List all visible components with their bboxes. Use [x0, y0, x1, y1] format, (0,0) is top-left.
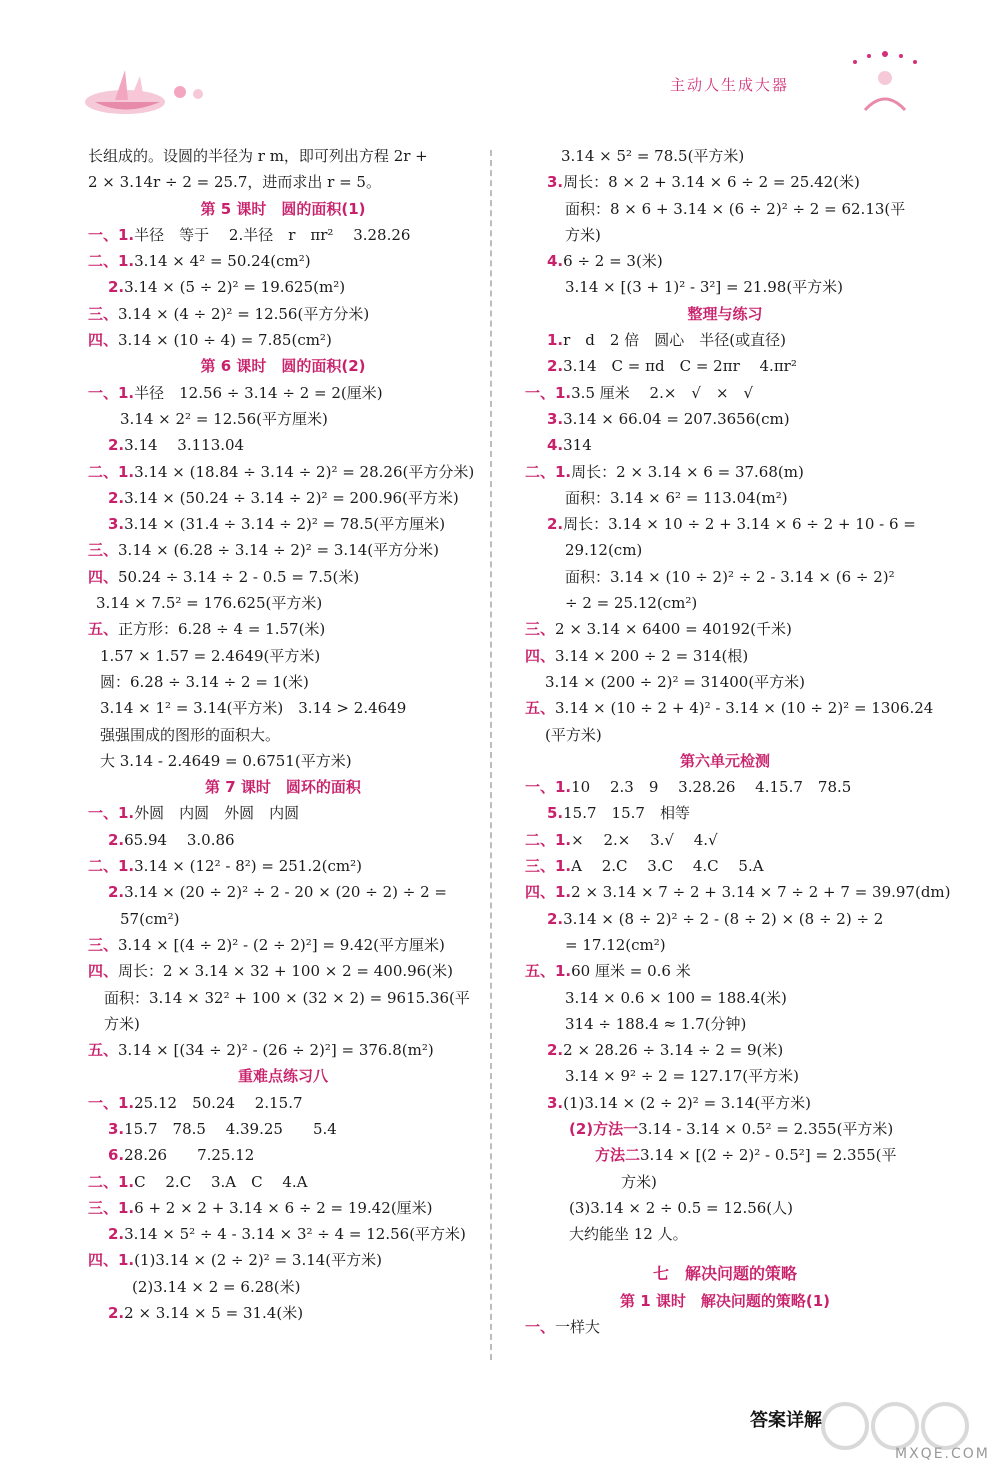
answer-text: 15.7 15.7 相等	[563, 804, 690, 823]
answer-text: 3.14 × (10 ÷ 4) = 7.85(cm²)	[118, 331, 332, 350]
answer-text: (3)3.14 × 2 ÷ 0.5 = 12.56(人)	[569, 1198, 794, 1217]
answer-line	[525, 1195, 925, 1221]
question-number: 四、1.	[525, 883, 572, 902]
answer-line	[525, 722, 925, 748]
answer-text: C 2.C 3.A C 4.A	[134, 1172, 308, 1191]
question-number: 一、1.	[88, 1093, 135, 1112]
answer-text: 周长：8 × 2 + 3.14 × 6 ÷ 2 = 25.42(米)	[563, 173, 860, 192]
answer-text: = 17.12(cm²)	[565, 935, 666, 954]
question-number: 3.	[108, 1119, 125, 1138]
answer-text: 周长：2 × 3.14 × 32 + 100 × 2 = 400.96(米)	[118, 962, 453, 981]
answer-text: 3.14 × (18.84 ÷ 3.14 ÷ 2)² = 28.26(平方分米)	[134, 462, 475, 481]
answer-line	[88, 1142, 478, 1168]
question-number: 二、1.	[88, 1172, 135, 1191]
answer-text: 3.14 × (4 ÷ 2)² = 12.56(平方分米)	[118, 304, 370, 323]
question-number: 五、1.	[525, 962, 572, 981]
question-number: 1.	[547, 331, 564, 350]
question-number: 2.	[547, 357, 564, 376]
answer-line	[88, 248, 478, 274]
answer-line	[525, 169, 925, 195]
answer-text: 3.14 × (8 ÷ 2)² ÷ 2 - (8 ÷ 2) × (8 ÷ 2) ÷ 2	[563, 909, 884, 928]
answer-line	[88, 1247, 478, 1273]
question-number: 一、1.	[525, 778, 572, 797]
question-number: 6.	[108, 1146, 125, 1165]
answer-line	[525, 248, 925, 274]
answer-line	[88, 459, 478, 485]
answer-line	[525, 616, 925, 642]
answer-line	[525, 143, 925, 169]
page-footer	[745, 1398, 995, 1468]
answer-text: 一样大	[555, 1318, 601, 1337]
answer-line	[88, 695, 478, 721]
answer-text: 面积：8 × 6 + 3.14 × (6 ÷ 2)² ÷ 2 = 62.13(平	[565, 199, 906, 218]
column-divider	[490, 150, 492, 1360]
answer-line	[88, 274, 478, 300]
answer-text: 29.12(cm)	[565, 541, 643, 560]
question-number: 三、1.	[88, 1198, 135, 1217]
answer-text: 2 × 3.14 × 5 = 31.4(米)	[124, 1304, 304, 1323]
answer-line	[88, 879, 478, 905]
answer-text: 圆：6.28 ÷ 3.14 ÷ 2 = 1(米)	[100, 672, 309, 691]
answer-text: 3.14 × (50.24 ÷ 3.14 ÷ 2)² = 200.96(平方米)	[124, 488, 459, 507]
question-number: 二、1.	[88, 462, 135, 481]
answer-line	[525, 985, 925, 1011]
answer-text: 半径 12.56 ÷ 3.14 ÷ 2 = 2(厘米)	[134, 383, 383, 402]
unit-heading: 七 解决问题的策略	[652, 1264, 797, 1284]
answer-text: 2 × 3.14 × 7 ÷ 2 + 3.14 × 7 ÷ 2 + 7 = 39.97(dm)	[571, 883, 951, 902]
answer-line	[88, 432, 478, 458]
answer-text: 周长：3.14 × 10 ÷ 2 + 3.14 × 6 ÷ 2 + 10 - 6 =	[563, 515, 916, 534]
answer-line	[525, 879, 951, 905]
answer-line	[525, 274, 925, 300]
lesson-heading: 重难点练习八	[237, 1067, 328, 1086]
answer-text: 3.14 × 4² = 50.24(cm²)	[134, 252, 311, 271]
question-number: 三、	[88, 541, 119, 560]
answer-line	[525, 1011, 925, 1037]
question-number: 三、	[88, 935, 119, 954]
answer-text: 3.14 × 2² = 12.56(平方厘米)	[120, 409, 328, 428]
answer-text: 28.26 7.25.12	[124, 1146, 255, 1165]
answer-text: 面积：3.14 × (10 ÷ 2)² ÷ 2 - 3.14 × (6 ÷ 2)²	[565, 567, 895, 586]
question-number: 3.	[547, 173, 564, 192]
answer-text: 65.94 3.0.86	[124, 830, 235, 849]
answer-text: 强强围成的图形的面积大。	[100, 725, 281, 744]
question-number: 方法二	[595, 1146, 641, 1165]
answer-line	[525, 932, 925, 958]
answer-text: 50.24 ÷ 3.14 ÷ 2 - 0.5 = 7.5(米)	[118, 567, 360, 586]
answer-text: 3.14 × (10 ÷ 2 + 4)² - 3.14 × (10 ÷ 2)² = 1306.24	[555, 699, 934, 718]
answer-line	[525, 1142, 925, 1168]
question-number: 二、1.	[88, 857, 135, 876]
question-number: 二、1.	[525, 462, 572, 481]
answer-line	[525, 564, 925, 590]
answer-text: 面积：3.14 × 32² + 100 × (32 × 2) = 9615.36(平	[104, 988, 470, 1007]
answer-text: 正方形：6.28 ÷ 4 = 1.57(米)	[118, 620, 326, 639]
question-number: 四、	[88, 567, 119, 586]
answer-line	[88, 511, 478, 537]
question-number: 2.	[547, 909, 564, 928]
answer-text: 10 2.3 9 3.28.26 4.15.7 78.5	[571, 778, 852, 797]
answer-line	[88, 985, 478, 1011]
answer-line	[88, 327, 478, 353]
answer-text: 3.14 × 5² ÷ 4 - 3.14 × 3² ÷ 4 = 12.56(平方米)	[124, 1225, 466, 1244]
question-number: 三、	[525, 620, 556, 639]
answer-line	[88, 406, 478, 432]
answer-line	[525, 800, 925, 826]
answer-line	[88, 222, 478, 248]
answer-line	[525, 1090, 925, 1116]
answer-text: 长组成的。设圆的半径为 r m，即可列出方程 2r +	[88, 147, 428, 165]
answer-line	[525, 827, 925, 853]
answer-text: 3.14 × (20 ÷ 2)² ÷ 2 - 20 × (20 ÷ 2) ÷ 2 =	[124, 883, 447, 902]
question-number: 五、	[525, 699, 556, 718]
question-number: 3.	[108, 515, 125, 534]
answer-text: 3.14 × [(3 + 1)² - 3²] = 21.98(平方米)	[565, 278, 844, 297]
answer-line	[525, 1063, 925, 1089]
answer-text: 3.14 × [(4 ÷ 2)² - (2 ÷ 2)²] = 9.42(平方厘米)	[118, 935, 445, 954]
answer-line	[88, 643, 478, 669]
question-number: 2.	[108, 830, 125, 849]
answer-text: 3.5 厘米 2.× √ × √	[571, 383, 754, 402]
lesson-heading: 第 5 课时 圆的面积(1)	[200, 199, 366, 218]
answer-line	[525, 327, 925, 353]
answer-text: 314 ÷ 188.4 ≈ 1.7(分钟)	[565, 1014, 747, 1033]
question-number: 四、1.	[88, 1251, 135, 1270]
answer-line	[88, 1221, 478, 1247]
answer-line	[88, 564, 478, 590]
answer-text: 3.14 × (200 ÷ 2)² = 31400(平方米)	[545, 672, 806, 691]
answer-line	[88, 748, 478, 774]
question-number: 2.	[108, 278, 125, 297]
answer-line	[525, 1314, 925, 1340]
answer-line	[525, 643, 925, 669]
answer-line	[88, 616, 478, 642]
answer-line	[88, 827, 478, 853]
question-number: 一、	[525, 1318, 556, 1337]
answer-text: 外圆 内圆 外圆 内圆	[134, 804, 300, 823]
answer-text: 2 × 3.14 × 6400 = 40192(千米)	[555, 620, 792, 639]
footer-label: 答案详解	[750, 1410, 822, 1431]
answer-text: × 2.× 3.√ 4.√	[571, 830, 718, 849]
question-number: 2.	[547, 515, 564, 534]
answer-line	[88, 1116, 478, 1142]
answer-line	[525, 485, 925, 511]
answer-text: (平方米)	[545, 725, 602, 744]
left-answer-column	[88, 143, 478, 1326]
answer-text: A 2.C 3.C 4.C 5.A	[571, 857, 764, 876]
answer-line	[88, 1011, 478, 1037]
question-number: 二、1.	[525, 830, 572, 849]
answer-text: 15.7 78.5 4.39.25 5.4	[124, 1119, 337, 1138]
answer-line	[88, 143, 478, 169]
answer-line	[88, 1274, 478, 1300]
answer-text: 3.14 × 1² = 3.14(平方米) 3.14 > 2.4649	[100, 699, 407, 718]
answer-text: 方米)	[621, 1172, 657, 1191]
answer-line	[88, 669, 478, 695]
question-number: 3.	[547, 409, 564, 428]
question-number: 4.	[547, 436, 564, 455]
answer-line	[88, 853, 478, 879]
answer-text: 3.14 × 9² ÷ 2 = 127.17(平方米)	[565, 1067, 800, 1086]
answer-line	[88, 590, 478, 616]
answer-text: 57(cm²)	[120, 909, 180, 928]
answer-text: 25.12 50.24 2.15.7	[134, 1093, 303, 1112]
answer-line	[525, 406, 925, 432]
answer-line	[88, 301, 478, 327]
answer-line	[525, 459, 925, 485]
stars-logo-icon	[845, 48, 925, 118]
question-number: 三、	[88, 304, 119, 323]
answer-line	[88, 1037, 478, 1063]
answer-text: 方米)	[565, 225, 601, 244]
question-number: 一、1.	[525, 383, 572, 402]
answer-text: 3.14 × 200 ÷ 2 = 314(根)	[555, 646, 749, 665]
answer-text: 3.14 3.113.04	[124, 436, 245, 455]
answer-text: 3.14 × (12² - 8²) = 251.2(cm²)	[134, 857, 362, 876]
answer-line	[88, 906, 478, 932]
answer-line	[525, 669, 925, 695]
answer-text: 3.14 × 7.5² = 176.625(平方米)	[96, 594, 323, 613]
answer-text: 3.14 × 66.04 = 207.3656(cm)	[563, 409, 790, 428]
lesson-heading: 第 6 课时 圆的面积(2)	[200, 357, 366, 376]
answer-line	[88, 800, 478, 826]
answer-text: 大约能坐 12 人。	[569, 1225, 688, 1244]
question-number: 5.	[547, 804, 564, 823]
question-number: 四、	[88, 962, 119, 981]
answer-text: 2 × 28.26 ÷ 3.14 ÷ 2 = 9(米)	[563, 1041, 784, 1060]
answer-line	[525, 222, 925, 248]
question-number: 五、	[88, 620, 119, 639]
question-number: 2.	[108, 883, 125, 902]
lesson-heading: 第六单元检测	[679, 751, 770, 770]
question-number: 2.	[108, 436, 125, 455]
answer-text: 3.14 - 3.14 × 0.5² = 2.355(平方米)	[638, 1119, 894, 1138]
answer-text: 3.14 × 5² = 78.5(平方米)	[561, 147, 745, 165]
answer-text: ÷ 2 = 25.12(cm²)	[565, 594, 698, 613]
answer-text: r d 2 倍 圆心 半径(或直径)	[563, 331, 786, 350]
answer-line	[88, 958, 478, 984]
question-number: 2.	[108, 488, 125, 507]
answer-text: 半径 等于 2.半径 r πr² 3.28.26	[134, 225, 411, 244]
question-number: 3.	[547, 1093, 564, 1112]
watermark-text: MXQE.COM	[895, 1446, 990, 1462]
question-number: 4.	[547, 252, 564, 271]
answer-text: (1)3.14 × (2 ÷ 2)² = 3.14(平方米)	[134, 1251, 383, 1270]
answer-line	[525, 853, 925, 879]
answer-text: 6 ÷ 2 = 3(米)	[563, 252, 663, 271]
question-number: 一、1.	[88, 383, 135, 402]
answer-line	[525, 380, 925, 406]
lesson-heading: 整理与练习	[687, 304, 763, 323]
answer-line	[525, 958, 925, 984]
answer-text: 周长：2 × 3.14 × 6 = 37.68(m)	[571, 462, 804, 481]
answer-text: 1.57 × 1.57 = 2.4649(平方米)	[100, 646, 321, 665]
answer-line	[525, 906, 925, 932]
question-number: 四、	[88, 331, 119, 350]
lesson-heading: 第 1 课时 解决问题的策略(1)	[619, 1291, 831, 1310]
question-number: 2.	[108, 1304, 125, 1323]
answer-line	[525, 353, 925, 379]
answer-text: 3.14 C = πd C = 2πr 4.πr²	[563, 357, 797, 376]
question-number: 五、	[88, 1041, 119, 1060]
question-number: 二、1.	[88, 252, 135, 271]
answer-line	[88, 722, 478, 748]
answer-text: 3.14 × (5 ÷ 2)² = 19.625(m²)	[124, 278, 346, 297]
answer-line	[525, 1221, 925, 1247]
answer-text: 314	[563, 436, 592, 455]
answer-text: 3.14 × [(34 ÷ 2)² - (26 ÷ 2)²] = 376.8(m²)	[118, 1041, 434, 1060]
answer-line	[525, 1169, 925, 1195]
answer-text: 3.14 × [(2 ÷ 2)² - 0.5²] = 2.355(平	[640, 1146, 897, 1165]
answer-text: 60 厘米 = 0.6 米	[571, 962, 691, 981]
question-number: 一、1.	[88, 804, 135, 823]
answer-line	[525, 432, 925, 458]
question-number: (2)方法一	[569, 1119, 639, 1138]
answer-line	[88, 169, 478, 195]
right-answer-column	[525, 143, 951, 1340]
lesson-heading: 第 7 课时 圆环的面积	[205, 778, 361, 797]
question-number: 2.	[108, 1225, 125, 1244]
header-tagline: 主动人生成大器	[670, 76, 790, 94]
answer-text: (2)3.14 × 2 = 6.28(米)	[132, 1277, 301, 1296]
answer-text: 方米)	[104, 1014, 140, 1033]
answer-text: 3.14 × (31.4 ÷ 3.14 ÷ 2)² = 78.5(平方厘米)	[124, 515, 446, 534]
answer-line	[525, 537, 925, 563]
answer-text: 大 3.14 - 2.4649 = 0.6751(平方米)	[100, 751, 352, 770]
answer-line	[88, 1300, 478, 1326]
question-number: 2.	[547, 1041, 564, 1060]
answer-line	[525, 196, 925, 222]
answer-line	[525, 1037, 925, 1063]
answer-text: 3.14 × (6.28 ÷ 3.14 ÷ 2)² = 3.14(平方分米)	[118, 541, 439, 560]
question-number: 三、1.	[525, 857, 572, 876]
answer-line	[88, 380, 478, 406]
answer-text: 6 + 2 × 2 + 3.14 × 6 ÷ 2 = 19.42(厘米)	[134, 1198, 433, 1217]
answer-text: (1)3.14 × (2 ÷ 2)² = 3.14(平方米)	[563, 1093, 812, 1112]
answer-line	[88, 932, 478, 958]
answer-text: 2 × 3.14r ÷ 2 = 25.7，进而求出 r = 5。	[88, 173, 381, 192]
ship-logo-icon	[70, 62, 220, 122]
question-number: 一、1.	[88, 225, 135, 244]
answer-line	[525, 1116, 925, 1142]
answer-line	[525, 774, 925, 800]
answer-line	[88, 1090, 478, 1116]
answer-line	[88, 537, 478, 563]
question-number: 四、	[525, 646, 556, 665]
answer-text: 面积：3.14 × 6² = 113.04(m²)	[565, 488, 788, 507]
answer-line	[88, 1169, 478, 1195]
answer-line	[525, 590, 925, 616]
answer-line	[525, 511, 925, 537]
answer-line	[88, 1195, 478, 1221]
answer-line	[525, 695, 934, 721]
answer-text: 3.14 × 0.6 × 100 = 188.4(米)	[565, 988, 787, 1007]
page-header	[0, 0, 1000, 130]
answer-line	[88, 485, 478, 511]
